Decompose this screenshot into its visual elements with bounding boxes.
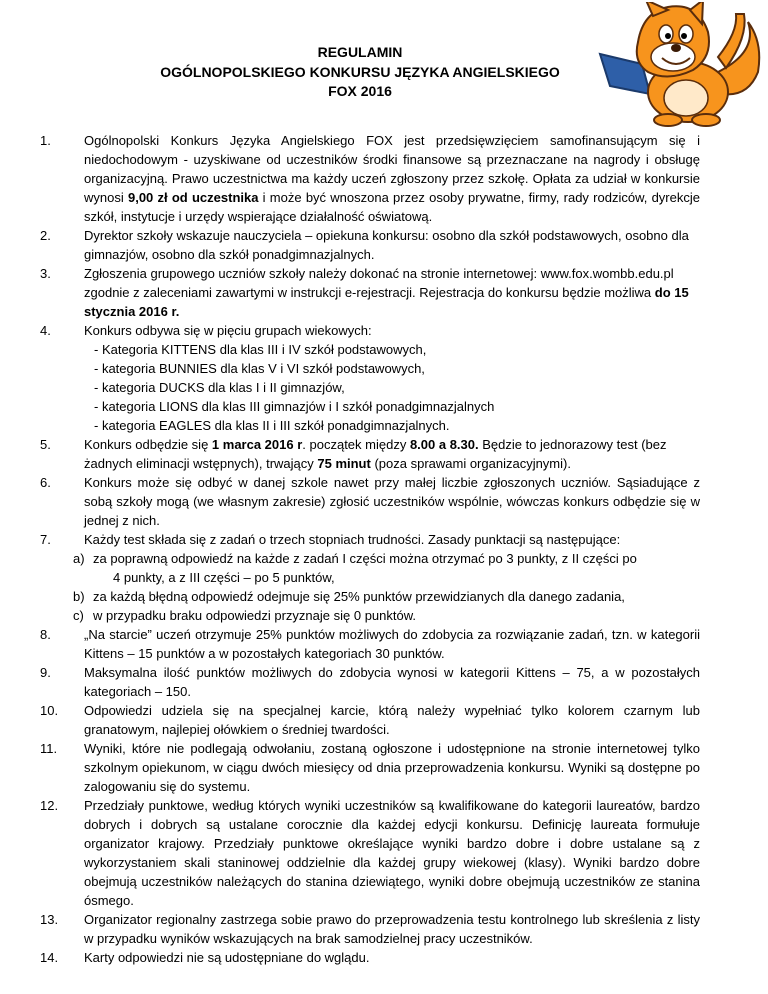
item-number: 13. [40, 912, 59, 927]
item-number: 12. [40, 798, 59, 813]
list-item [40, 701, 700, 739]
list-item [40, 473, 700, 530]
item-number: 11. [40, 741, 58, 756]
item-text: Karty odpowiedzi nie są udostępniane do wglądu. [84, 950, 370, 965]
item-text: „Na starcie” uczeń otrzymuje 25% punktów możliwych do zdobycia za rozwiązanie zadań, tzn. w kategorii Kittens – 15 punktów a w pozostałych kategoriach 30 punktów. [84, 627, 700, 661]
item-text: Konkurs odbędzie się 1 marca 2016 r. początek między 8.00 a 8.30. Będzie to jednorazowy test (bez żadnych eliminacji wstępnych), trwający 75 minut (poza sprawami organizacyjnymi). [84, 437, 667, 471]
document-title [150, 43, 570, 102]
item-text: Konkurs odbywa się w pięciu grupach wiekowych: - Kategoria KITTENS dla klas III i IV szkół podstawowych, - kategoria BUNNIES dla klas V i VI szkół podstawowych, - kategoria DUCKS dla klas I i II gimnazjów, - kategoria LIONS dla klas III gimnazjów i I szkół ponadgimnazjalnych - kategoria EAGLES dla klas II i III szkół ponadgimnazjalnych. [84, 321, 700, 435]
list-item [40, 435, 700, 473]
item-text: Wyniki, które nie podlegają odwołaniu, zostaną ogłoszone i udostępnione na stronie internetowej tylko szkolnym opiekunom, w ciągu dwóch miesięcy od dnia przeprowadzenia konkursu. Wyniki są dostępne po zalogowaniu się do systemu. [84, 741, 700, 794]
list-item [40, 131, 700, 226]
list-item [40, 625, 700, 663]
list-item [40, 321, 700, 435]
list-item [40, 226, 700, 264]
item-number: 14. [40, 950, 59, 965]
item-number: 4. [40, 323, 51, 338]
item-text: Maksymalna ilość punktów możliwych do zdobycia wynosi w kategorii Kittens – 75, a w pozostałych kategoriach – 150. [84, 665, 700, 699]
item-number: 1. [40, 133, 51, 148]
regulations-list [40, 131, 700, 967]
category-line: - kategoria LIONS dla klas III gimnazjów i I szkół ponadgimnazjalnych [94, 399, 495, 414]
list-item [40, 948, 700, 967]
item-number: 9. [40, 665, 51, 680]
list-item [40, 530, 700, 625]
item-text: Konkurs może się odbyć w danej szkole nawet przy małej liczbie zgłoszonych uczniów. Sąsiadujące z sobą szkoły mogą (we własnym zakresie) zgłosić uczestników wspólnie, wówczas konkurs odbędzie się w jednej z nich. [84, 475, 700, 528]
item-text: Zgłoszenia grupowego uczniów szkoły należy dokonać na stronie internetowej: www.fox.wombb.edu.pl zgodnie z zaleceniami zawartymi w instrukcji e-rejestracji. Rejestracja do konkursu będzie możliwa do 15 stycznia 2016 r. [84, 266, 689, 319]
item-text: Przedziały punktowe, według których wyniki uczestników są kwalifikowane do kategorii laureatów, bardzo dobrych i dobrych są ustalane corocznie dla każdej edycji konkursu. Definicję laureata formułuje organizator krajowy. Przedziały punktowe określające wyniki bardzo dobre i dobre ustalane są z wykorzystaniem skali staninowej oddzielnie dla każdej grupy wiekowej (klasy). Wyniki bardzo dobre obejmują uczestników należących do stanina dziewiątego, wyniki dobre obejmują uczestników ze stanina ósmego. [84, 798, 700, 908]
item-number: 2. [40, 228, 51, 243]
item-text: Organizator regionalny zastrzega sobie prawo do przeprowadzenia testu kontrolnego lub skreślenia z listy w przypadku wyników wskazujących na brak samodzielnej pracy uczestników. [84, 912, 700, 946]
list-item [40, 739, 700, 796]
title-line-1: REGULAMIN [317, 44, 403, 60]
item-number: 6. [40, 475, 51, 490]
scoring-rule: c) w przypadku braku odpowiedzi przyznaje się 0 punktów. [73, 608, 417, 623]
title-line-3: FOX 2016 [328, 83, 392, 99]
category-line: - kategoria EAGLES dla klas II i III szkół ponadgimnazjalnych. [94, 418, 450, 433]
list-item [40, 796, 700, 910]
item-number: 10. [40, 703, 59, 718]
item-number: 7. [40, 532, 51, 547]
list-item [40, 264, 700, 321]
item-text: Dyrektor szkoły wskazuje nauczyciela – opiekuna konkursu: osobno dla szkół podstawowych, osobno dla gimnazjów, osobno dla szkół ponadgimnazjalnych. [84, 228, 689, 262]
category-line: - Kategoria KITTENS dla klas III i IV szkół podstawowych, [94, 342, 427, 357]
title-line-2: OGÓLNOPOLSKIEGO KONKURSU JĘZYKA ANGIELSKIEGO [160, 63, 560, 80]
fox-mascot-icon [598, 2, 768, 127]
item-number: 3. [40, 266, 51, 281]
item-text: Ogólnopolski Konkurs Języka Angielskiego FOX jest przedsięwzięciem samofinansującym się i niedochodowym - uzyskiwane od uczestników środki finansowe są przeznaczane na nagrody i obsługę organizacyjną. Prawo uczestnictwa ma każdy uczeń zgłoszony przez szkołę. Opłata za udział w konkursie wynosi 9,00 zł od uczestnika i może być wnoszona przez osoby prywatne, firmy, rady rodziców, dyrekcje szkół, instytucje i urzędy wspierające działalność oświatową. [84, 133, 700, 224]
item-number: 8. [40, 627, 51, 642]
list-item [40, 910, 700, 948]
scoring-rule: b) za każdą błędną odpowiedź odejmuje się 25% punktów przewidzianych dla danego zadania, [73, 589, 625, 604]
item-text: Każdy test składa się z zadań o trzech stopniach trudności. Zasady punktacji są następujące: a) za poprawną odpowiedź na każde z zadań I części można otrzymać po 3 punkty, z II części po 4 punkty, a z III części – po 5 punktów, b) za każdą błędną odpowiedź odejmuje się 25% punktów przewidzianych dla danego zadania, c) w przypadku braku odpowiedzi przyznaje się 0 punktów. [84, 530, 700, 625]
item-text: Odpowiedzi udziela się na specjalnej karcie, którą należy wypełniać tylko kolorem czarnym lub granatowym, najlepiej ołówkiem o średniej twardości. [84, 703, 700, 737]
scoring-rule: a) za poprawną odpowiedź na każde z zadań I części można otrzymać po 3 punkty, z II części po 4 punkty, a z III części – po 5 punktów, [73, 551, 637, 585]
category-line: - kategoria BUNNIES dla klas V i VI szkół podstawowych, [94, 361, 425, 376]
item-number: 5. [40, 437, 51, 452]
category-line: - kategoria DUCKS dla klas I i II gimnazjów, [94, 380, 345, 395]
list-item [40, 663, 700, 701]
